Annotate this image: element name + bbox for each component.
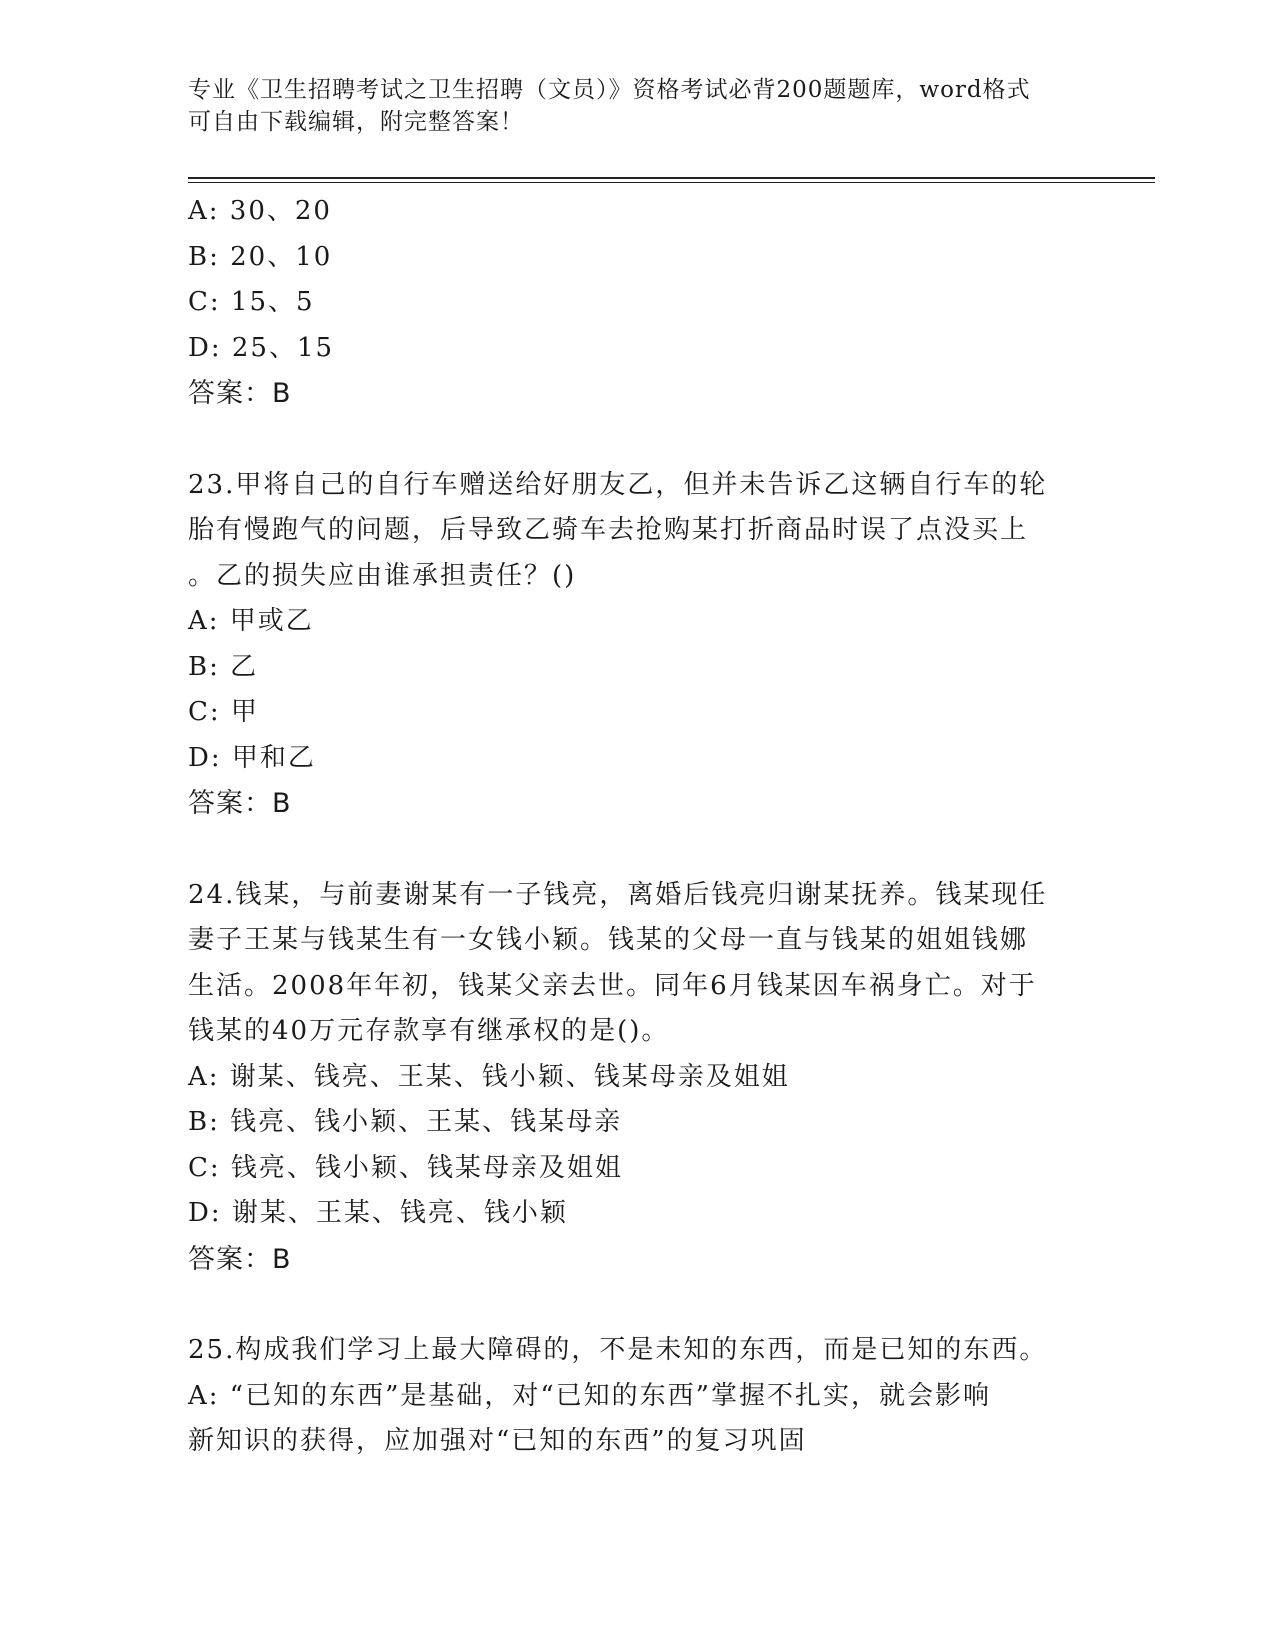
question-stem-line: 钱某的40万元存款享有继承权的是()。 — [188, 1016, 670, 1046]
question-24 — [188, 873, 1088, 1283]
spacer — [188, 1282, 1088, 1328]
option-d: D: 谢某、王某、钱亮、钱小颖 — [188, 1198, 568, 1228]
option-b: B: 钱亮、钱小颖、王某、钱某母亲 — [188, 1107, 623, 1137]
option-b: B: 乙 — [188, 651, 259, 682]
header-line-1: 专业《卫生招聘考试之卫生招聘（文员）》资格考试必背200题题库，word格式 — [188, 77, 1031, 103]
question-23 — [188, 463, 1088, 827]
question-stem-line: 生活。2008年年初，钱某父亲去世。同年6月钱某因车祸身亡。对于 — [188, 970, 1037, 1001]
question-stem-line: 胎有慢跑气的问题，后导致乙骑车去抢购某打折商品时误了点没买上 — [188, 515, 1029, 545]
header-line-2: 可自由下载编辑，附完整答案！ — [188, 109, 524, 135]
option-d: D: 25、15 — [188, 332, 335, 363]
spacer — [188, 827, 1088, 873]
option-b: B: 20、10 — [188, 241, 333, 272]
option-c: C: 15、5 — [188, 287, 315, 317]
question-25 — [188, 1328, 1088, 1465]
question-stem-line: 25.构成我们学习上最大障碍的，不是未知的东西，而是已知的东西。 — [188, 1335, 1048, 1365]
header-divider-thick — [188, 177, 1155, 179]
spacer — [188, 417, 1088, 463]
option-c: C: 甲 — [188, 697, 259, 727]
question-stem-line: 23.甲将自己的自行车赠送给好朋友乙，但并未告诉乙这辆自行车的轮 — [188, 469, 1048, 500]
option-a: A: 谢某、钱亮、王某、钱小颖、钱某母亲及姐姐 — [188, 1061, 790, 1092]
question-stem-line: 24.钱某，与前妻谢某有一子钱亮，离婚后钱亮归谢某抚养。钱某现任 — [188, 879, 1048, 910]
option-a-continued: 新知识的获得，应加强对“已知的东西”的复习巩固 — [188, 1426, 807, 1456]
option-a: A: “已知的东西”是基础，对“已知的东西”掌握不扎实，就会影响 — [188, 1380, 991, 1411]
option-a: A: 30、20 — [188, 196, 332, 226]
option-c: C: 钱亮、钱小颖、钱某母亲及姐姐 — [188, 1152, 623, 1183]
question-stem-line: 妻子王某与钱某生有一女钱小颖。钱某的父母一直与钱某的姐姐钱娜 — [188, 925, 1029, 955]
option-d: D: 甲和乙 — [188, 742, 316, 773]
header-divider-thin — [188, 182, 1155, 183]
answer-line: 答案：B — [188, 788, 292, 819]
answer-line: 答案：B — [188, 1243, 292, 1275]
question-22 — [188, 189, 1088, 417]
option-a: A: 甲或乙 — [188, 606, 314, 636]
question-stem-line: 。乙的损失应由谁承担责任？() — [188, 560, 577, 591]
answer-line: 答案：B — [188, 378, 292, 409]
question-list — [188, 189, 1088, 1465]
document-header — [188, 74, 1068, 138]
